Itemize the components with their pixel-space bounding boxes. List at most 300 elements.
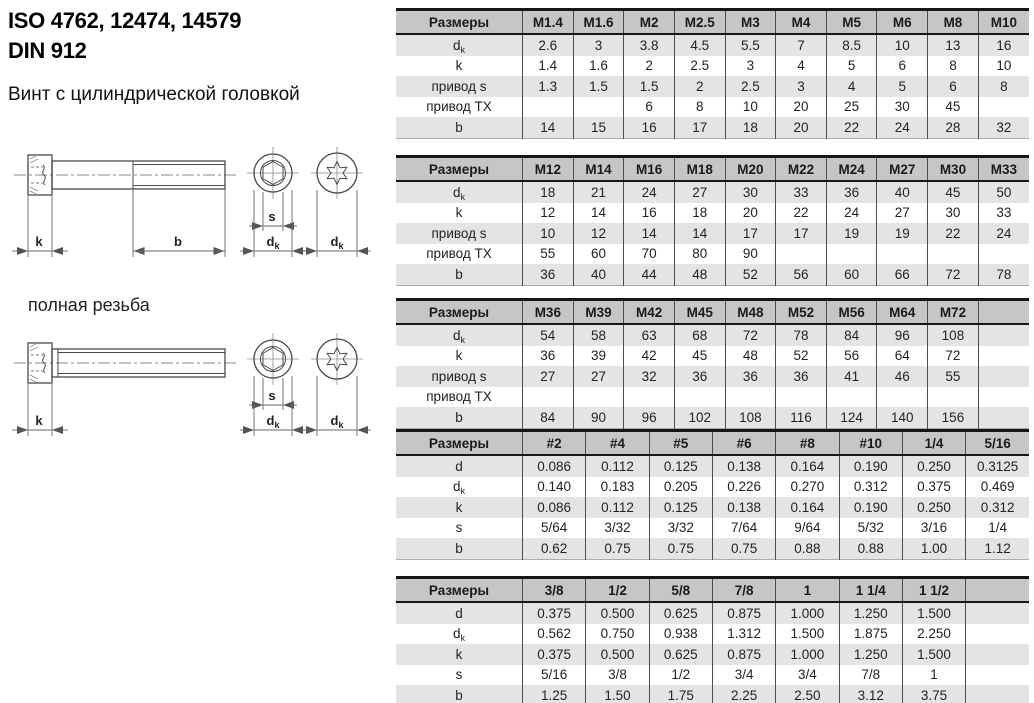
value-cell: 0.375 (523, 602, 586, 624)
size-header-cell: #5 (649, 431, 712, 456)
value-cell: 1/2 (649, 665, 712, 686)
size-header-cell: M27 (877, 157, 928, 182)
value-cell: 3 (573, 34, 624, 56)
value-cell: 30 (928, 203, 979, 224)
value-cell: 102 (674, 407, 725, 428)
value-cell: 12 (523, 203, 574, 224)
value-cell: 5/64 (523, 518, 586, 539)
value-cell: 15 (573, 117, 624, 138)
value-cell: 24 (624, 181, 675, 203)
value-cell: 1.500 (776, 624, 839, 645)
dimension-table-inch-small (396, 429, 1029, 560)
value-cell: 0.270 (776, 477, 839, 498)
value-cell: 27 (877, 203, 928, 224)
page-subtitle: Винт с цилиндрической головкой (8, 84, 300, 105)
value-cell: 140 (877, 407, 928, 428)
table-row (396, 387, 1029, 408)
row-label: $d_k$ (396, 624, 523, 645)
dim-label-k: k (35, 234, 43, 249)
value-cell: 0.75 (712, 538, 775, 559)
value-cell: 78 (978, 264, 1029, 285)
row-label: привод TX (396, 387, 523, 408)
value-cell (978, 407, 1029, 428)
value-cell: 72 (928, 264, 979, 285)
value-cell: 84 (826, 324, 877, 346)
value-cell: 56 (826, 346, 877, 367)
size-header-cell: M14 (573, 157, 624, 182)
value-cell: 0.138 (712, 497, 775, 518)
value-cell: 18 (725, 117, 776, 138)
row-label: k (396, 56, 523, 77)
value-cell: 0.875 (712, 644, 775, 665)
value-cell: 7 (776, 34, 827, 56)
value-cell: 0.086 (523, 455, 586, 477)
size-header-cell: M48 (725, 300, 776, 325)
value-cell (966, 644, 1029, 665)
row-label: k (396, 644, 523, 665)
value-cell: 14 (523, 117, 574, 138)
value-cell (966, 602, 1029, 624)
value-cell: 4 (826, 76, 877, 97)
value-cell: 72 (725, 324, 776, 346)
table-row (396, 117, 1029, 138)
row-label: d (396, 602, 523, 624)
value-cell: 0.226 (712, 477, 775, 498)
value-cell (776, 387, 827, 408)
value-cell: 28 (928, 117, 979, 138)
row-label: привод TX (396, 97, 523, 118)
row-label: b (396, 538, 523, 559)
value-cell: 27 (674, 181, 725, 203)
value-cell: 40 (573, 264, 624, 285)
value-cell: 54 (523, 324, 574, 346)
value-cell: 4 (776, 56, 827, 77)
size-header-cell: 3/8 (523, 578, 586, 603)
value-cell (966, 665, 1029, 686)
value-cell: 21 (573, 181, 624, 203)
value-cell: 78 (776, 324, 827, 346)
value-cell: 55 (928, 366, 979, 387)
sizes-header-cell: Размеры (396, 157, 523, 182)
value-cell: 32 (624, 366, 675, 387)
value-cell (523, 387, 574, 408)
value-cell: 1.25 (523, 685, 586, 703)
value-cell (877, 387, 928, 408)
table-row (396, 223, 1029, 244)
value-cell: 33 (978, 203, 1029, 224)
value-cell: 1.000 (776, 602, 839, 624)
value-cell: 8.5 (826, 34, 877, 56)
value-cell: 116 (776, 407, 827, 428)
screw-drawing-full-thread (0, 328, 390, 446)
table-row (396, 538, 1029, 559)
row-label: s (396, 665, 523, 686)
value-cell: 68 (674, 324, 725, 346)
size-header-cell: #6 (712, 431, 775, 456)
row-label: k (396, 346, 523, 367)
value-cell: 16 (978, 34, 1029, 56)
value-cell: 20 (776, 117, 827, 138)
table-row (396, 244, 1029, 265)
value-cell: 6 (877, 56, 928, 77)
table-row (396, 34, 1029, 56)
value-cell: 48 (674, 264, 725, 285)
value-cell: 0.250 (902, 455, 965, 477)
table-row (396, 685, 1029, 703)
metric-medium-table (396, 155, 1029, 286)
row-label: d (396, 455, 523, 477)
value-cell: 4.5 (674, 34, 725, 56)
size-header-cell: M1.6 (573, 10, 624, 35)
value-cell: 0.164 (776, 455, 839, 477)
title-standards-iso: ISO 4762, 12474, 14579 (8, 8, 242, 33)
value-cell: 0.205 (649, 477, 712, 498)
table-row (396, 477, 1029, 498)
dim-label-s: s (268, 209, 276, 224)
value-cell (826, 387, 877, 408)
value-cell: 96 (877, 324, 928, 346)
value-cell: 0.312 (966, 497, 1029, 518)
value-cell: 12 (573, 223, 624, 244)
value-cell: 18 (523, 181, 574, 203)
size-header-cell: M20 (725, 157, 776, 182)
value-cell: 0.75 (586, 538, 649, 559)
value-cell: 40 (877, 181, 928, 203)
value-cell: 0.190 (839, 455, 902, 477)
value-cell: 10 (523, 223, 574, 244)
value-cell: 0.112 (586, 455, 649, 477)
size-header-cell: M56 (826, 300, 877, 325)
dimension-table-metric-large (396, 298, 1029, 429)
value-cell: 45 (928, 181, 979, 203)
table-row (396, 518, 1029, 539)
value-cell: 13 (928, 34, 979, 56)
value-cell: 108 (928, 324, 979, 346)
sizes-header-cell: Размеры (396, 431, 523, 456)
row-label: привод TX (396, 244, 523, 265)
value-cell: 0.500 (586, 602, 649, 624)
value-cell: 3.75 (902, 685, 965, 703)
value-cell: 24 (826, 203, 877, 224)
value-cell (978, 366, 1029, 387)
value-cell: 3 (776, 76, 827, 97)
value-cell: 3 (725, 56, 776, 77)
value-cell: 0.112 (586, 497, 649, 518)
value-cell (674, 387, 725, 408)
value-cell: 17 (725, 223, 776, 244)
value-cell: 25 (826, 97, 877, 118)
value-cell: 0.469 (966, 477, 1029, 498)
metric-large-table (396, 298, 1029, 429)
value-cell: 1.500 (902, 602, 965, 624)
value-cell: 0.625 (649, 644, 712, 665)
value-cell: 3/4 (776, 665, 839, 686)
value-cell: 16 (624, 203, 675, 224)
table-row (396, 264, 1029, 285)
title-standard-din: DIN 912 (8, 38, 87, 63)
metric-small-table (396, 8, 1029, 139)
value-cell: 2.5 (725, 76, 776, 97)
value-cell: 19 (877, 223, 928, 244)
sizes-header-cell: Размеры (396, 578, 523, 603)
dimension-table-metric-medium (396, 155, 1029, 286)
value-cell: 0.125 (649, 455, 712, 477)
value-cell: 42 (624, 346, 675, 367)
value-cell: 1.75 (649, 685, 712, 703)
value-cell: 6 (928, 76, 979, 97)
value-cell (523, 97, 574, 118)
value-cell: 3/16 (902, 518, 965, 539)
table-row (396, 366, 1029, 387)
value-cell: 58 (573, 324, 624, 346)
value-cell: 18 (674, 203, 725, 224)
value-cell: 41 (826, 366, 877, 387)
value-cell: 1.00 (902, 538, 965, 559)
value-cell (966, 624, 1029, 645)
value-cell: 90 (573, 407, 624, 428)
value-cell: 36 (776, 366, 827, 387)
table-row (396, 56, 1029, 77)
table-row (396, 497, 1029, 518)
size-header-cell: M5 (826, 10, 877, 35)
value-cell: 60 (573, 244, 624, 265)
value-cell: 0.190 (839, 497, 902, 518)
value-cell: 0.086 (523, 497, 586, 518)
value-cell: 70 (624, 244, 675, 265)
value-cell (928, 244, 979, 265)
inch-large-table (396, 576, 1029, 703)
value-cell: 36 (523, 264, 574, 285)
size-header-cell: #10 (839, 431, 902, 456)
value-cell: 124 (826, 407, 877, 428)
value-cell: 1.250 (839, 644, 902, 665)
value-cell: 10 (725, 97, 776, 118)
value-cell (978, 346, 1029, 367)
screw-drawing-partial-thread (0, 140, 390, 268)
value-cell: 52 (725, 264, 776, 285)
size-header-cell: 1 1/4 (839, 578, 902, 603)
value-cell: 3/4 (712, 665, 775, 686)
value-cell: 45 (674, 346, 725, 367)
value-cell: 5/16 (523, 665, 586, 686)
value-cell (877, 244, 928, 265)
value-cell: 1.875 (839, 624, 902, 645)
value-cell: 1.50 (586, 685, 649, 703)
value-cell: 0.3125 (966, 455, 1029, 477)
size-header-cell: M8 (928, 10, 979, 35)
size-header-cell (978, 300, 1029, 325)
value-cell: 36 (725, 366, 776, 387)
size-header-cell (966, 578, 1029, 603)
value-cell: 1/4 (966, 518, 1029, 539)
value-cell: 1.5 (624, 76, 675, 97)
table-row (396, 76, 1029, 97)
value-cell: 36 (826, 181, 877, 203)
size-header-cell: 5/8 (649, 578, 712, 603)
value-cell: 44 (624, 264, 675, 285)
value-cell: 63 (624, 324, 675, 346)
value-cell: 17 (776, 223, 827, 244)
value-cell: 3/32 (586, 518, 649, 539)
value-cell: 16 (624, 117, 675, 138)
value-cell: 20 (776, 97, 827, 118)
value-cell: 22 (826, 117, 877, 138)
value-cell (966, 685, 1029, 703)
value-cell (928, 387, 979, 408)
value-cell: 0.938 (649, 624, 712, 645)
size-header-cell: 1 (776, 578, 839, 603)
row-label: s (396, 518, 523, 539)
value-cell: 14 (573, 203, 624, 224)
row-label: привод s (396, 76, 523, 97)
row-label: k (396, 203, 523, 224)
value-cell: 10 (877, 34, 928, 56)
value-cell: 48 (725, 346, 776, 367)
value-cell: 45 (928, 97, 979, 118)
size-header-cell: M10 (978, 10, 1029, 35)
value-cell: 6 (624, 97, 675, 118)
value-cell: 156 (928, 407, 979, 428)
size-header-cell: M33 (978, 157, 1029, 182)
header-row (396, 10, 1029, 35)
value-cell: 0.88 (839, 538, 902, 559)
size-header-cell: M12 (523, 157, 574, 182)
value-cell: 1.250 (839, 602, 902, 624)
value-cell: 46 (877, 366, 928, 387)
value-cell: 1 (902, 665, 965, 686)
value-cell: 64 (877, 346, 928, 367)
value-cell: 52 (776, 346, 827, 367)
value-cell: 36 (523, 346, 574, 367)
table-row (396, 181, 1029, 203)
row-label: b (396, 407, 523, 428)
value-cell: 36 (674, 366, 725, 387)
value-cell: 10 (978, 56, 1029, 77)
value-cell: 0.140 (523, 477, 586, 498)
size-header-cell: M3 (725, 10, 776, 35)
table-row (396, 97, 1029, 118)
value-cell: 2.25 (712, 685, 775, 703)
row-label: b (396, 264, 523, 285)
size-header-cell: M30 (928, 157, 979, 182)
value-cell: 50 (978, 181, 1029, 203)
value-cell: 17 (674, 117, 725, 138)
value-cell: 1.3 (523, 76, 574, 97)
value-cell: 30 (725, 181, 776, 203)
value-cell: 33 (776, 181, 827, 203)
value-cell: 0.312 (839, 477, 902, 498)
value-cell: 3.12 (839, 685, 902, 703)
value-cell: 3/32 (649, 518, 712, 539)
value-cell: 5 (826, 56, 877, 77)
value-cell (624, 387, 675, 408)
size-header-cell: 1/4 (902, 431, 965, 456)
row-label: b (396, 685, 523, 703)
row-label: $d_k$ (396, 477, 523, 498)
table-row (396, 665, 1029, 686)
value-cell: 0.375 (902, 477, 965, 498)
value-cell: 3.8 (624, 34, 675, 56)
value-cell: 2.250 (902, 624, 965, 645)
size-header-cell: M6 (877, 10, 928, 35)
table-row (396, 324, 1029, 346)
value-cell (573, 387, 624, 408)
value-cell: 66 (877, 264, 928, 285)
dim-label-k: k (35, 413, 43, 428)
header-row (396, 157, 1029, 182)
row-label: k (396, 497, 523, 518)
size-header-cell: #8 (776, 431, 839, 456)
dim-label-dk-torx: $d_k$ (330, 413, 344, 430)
value-cell: 9/64 (776, 518, 839, 539)
value-cell: 96 (624, 407, 675, 428)
size-header-cell: M1.4 (523, 10, 574, 35)
row-label: b (396, 117, 523, 138)
value-cell: 1.6 (573, 56, 624, 77)
value-cell: 39 (573, 346, 624, 367)
page-title (8, 6, 241, 66)
value-cell: 108 (725, 407, 776, 428)
value-cell (978, 244, 1029, 265)
value-cell (978, 387, 1029, 408)
value-cell: 0.500 (586, 644, 649, 665)
value-cell: 27 (573, 366, 624, 387)
value-cell: 2.6 (523, 34, 574, 56)
value-cell (573, 97, 624, 118)
value-cell: 5 (877, 76, 928, 97)
value-cell: 8 (928, 56, 979, 77)
value-cell: 30 (877, 97, 928, 118)
value-cell: 0.250 (902, 497, 965, 518)
value-cell: 1.312 (712, 624, 775, 645)
value-cell: 5.5 (725, 34, 776, 56)
table-row (396, 407, 1029, 428)
size-header-cell: M52 (776, 300, 827, 325)
dim-label-dk-torx: $d_k$ (330, 234, 344, 251)
size-header-cell: M45 (674, 300, 725, 325)
value-cell: 1.5 (573, 76, 624, 97)
value-cell: 14 (674, 223, 725, 244)
value-cell: 24 (978, 223, 1029, 244)
size-header-cell: M18 (674, 157, 725, 182)
value-cell: 7/8 (839, 665, 902, 686)
value-cell: 0.125 (649, 497, 712, 518)
value-cell: 19 (826, 223, 877, 244)
value-cell (826, 244, 877, 265)
header-row (396, 431, 1029, 456)
table-row (396, 644, 1029, 665)
value-cell: 0.562 (523, 624, 586, 645)
value-cell: 32 (978, 117, 1029, 138)
size-header-cell: M64 (877, 300, 928, 325)
value-cell: 27 (523, 366, 574, 387)
value-cell: 2.50 (776, 685, 839, 703)
value-cell: 80 (674, 244, 725, 265)
value-cell: 24 (877, 117, 928, 138)
value-cell: 2 (624, 56, 675, 77)
value-cell: 22 (776, 203, 827, 224)
table-row (396, 203, 1029, 224)
value-cell: 20 (725, 203, 776, 224)
value-cell: 72 (928, 346, 979, 367)
value-cell: 56 (776, 264, 827, 285)
size-header-cell: M24 (826, 157, 877, 182)
row-label: $d_k$ (396, 34, 523, 56)
value-cell (978, 97, 1029, 118)
row-label: привод s (396, 223, 523, 244)
row-label: привод s (396, 366, 523, 387)
value-cell: 0.875 (712, 602, 775, 624)
